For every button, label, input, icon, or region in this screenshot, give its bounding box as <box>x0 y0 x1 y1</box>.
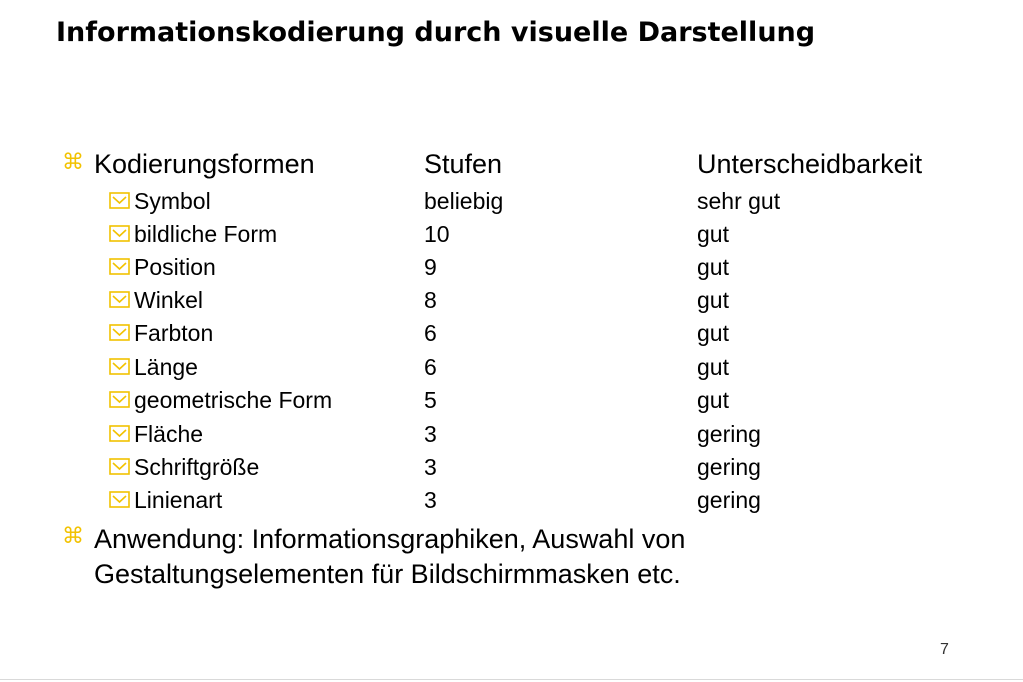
table-row <box>0 452 1023 485</box>
checkbox-icon <box>109 491 130 513</box>
bottom-divider <box>0 679 1023 680</box>
header-col-levels: Stufen <box>424 149 503 179</box>
form-levels: 6 <box>424 320 437 346</box>
table-row <box>0 419 1023 452</box>
table-row <box>0 219 1023 252</box>
form-levels: 5 <box>424 387 437 413</box>
form-name: Länge <box>134 354 198 380</box>
form-distinct: gut <box>697 254 729 280</box>
checkbox-icon <box>109 391 130 413</box>
checkbox-icon <box>109 225 130 247</box>
form-levels: 3 <box>424 421 437 447</box>
form-distinct: gering <box>697 487 761 513</box>
form-distinct: gering <box>697 454 761 480</box>
form-distinct: sehr gut <box>697 188 781 214</box>
table-row <box>0 485 1023 518</box>
table-row <box>0 186 1023 219</box>
form-levels: beliebig <box>424 188 504 214</box>
table-row <box>0 285 1023 318</box>
header-col-forms: Kodierungsformen <box>94 149 315 179</box>
form-name: Winkel <box>134 287 204 313</box>
header-row <box>0 148 1023 182</box>
form-levels: 6 <box>424 354 437 380</box>
checkbox-icon <box>109 425 130 447</box>
command-icon: ⌘ <box>62 524 84 549</box>
form-name: Linienart <box>134 487 223 513</box>
application-text: Anwendung: Informationsgraphiken, Auswahl von Gestaltungselementen für Bildschirmmasken etc. <box>94 524 686 589</box>
form-distinct: gut <box>697 387 729 413</box>
slide-title: Informationskodierung durch visuelle Darstellung <box>56 17 816 48</box>
header-col-distinct: Unterscheidbarkeit <box>697 149 923 179</box>
checkbox-icon <box>109 324 130 346</box>
checkbox-icon <box>109 458 130 480</box>
form-levels: 10 <box>424 221 450 247</box>
form-levels: 8 <box>424 287 437 313</box>
form-distinct: gut <box>697 320 729 346</box>
table-row <box>0 318 1023 351</box>
form-name: bildliche Form <box>134 221 278 247</box>
checkbox-icon <box>109 291 130 313</box>
table-row <box>0 352 1023 385</box>
application-row <box>0 522 1023 594</box>
table-row <box>0 385 1023 418</box>
form-distinct: gering <box>697 421 761 447</box>
form-name: Position <box>134 254 216 280</box>
form-name: Schriftgröße <box>134 454 260 480</box>
checkbox-icon <box>109 358 130 380</box>
page-number: 7 <box>940 641 949 658</box>
form-levels: 3 <box>424 454 437 480</box>
command-icon: ⌘ <box>62 150 84 175</box>
form-distinct: gut <box>697 287 729 313</box>
form-distinct: gut <box>697 221 729 247</box>
form-levels: 9 <box>424 254 437 280</box>
checkbox-icon <box>109 192 130 214</box>
checkbox-icon <box>109 258 130 280</box>
form-name: Symbol <box>134 188 211 214</box>
form-levels: 3 <box>424 487 437 513</box>
table-row <box>0 252 1023 285</box>
form-name: Farbton <box>134 320 214 346</box>
form-name: geometrische Form <box>134 387 333 413</box>
form-name: Fläche <box>134 421 204 447</box>
form-distinct: gut <box>697 354 729 380</box>
